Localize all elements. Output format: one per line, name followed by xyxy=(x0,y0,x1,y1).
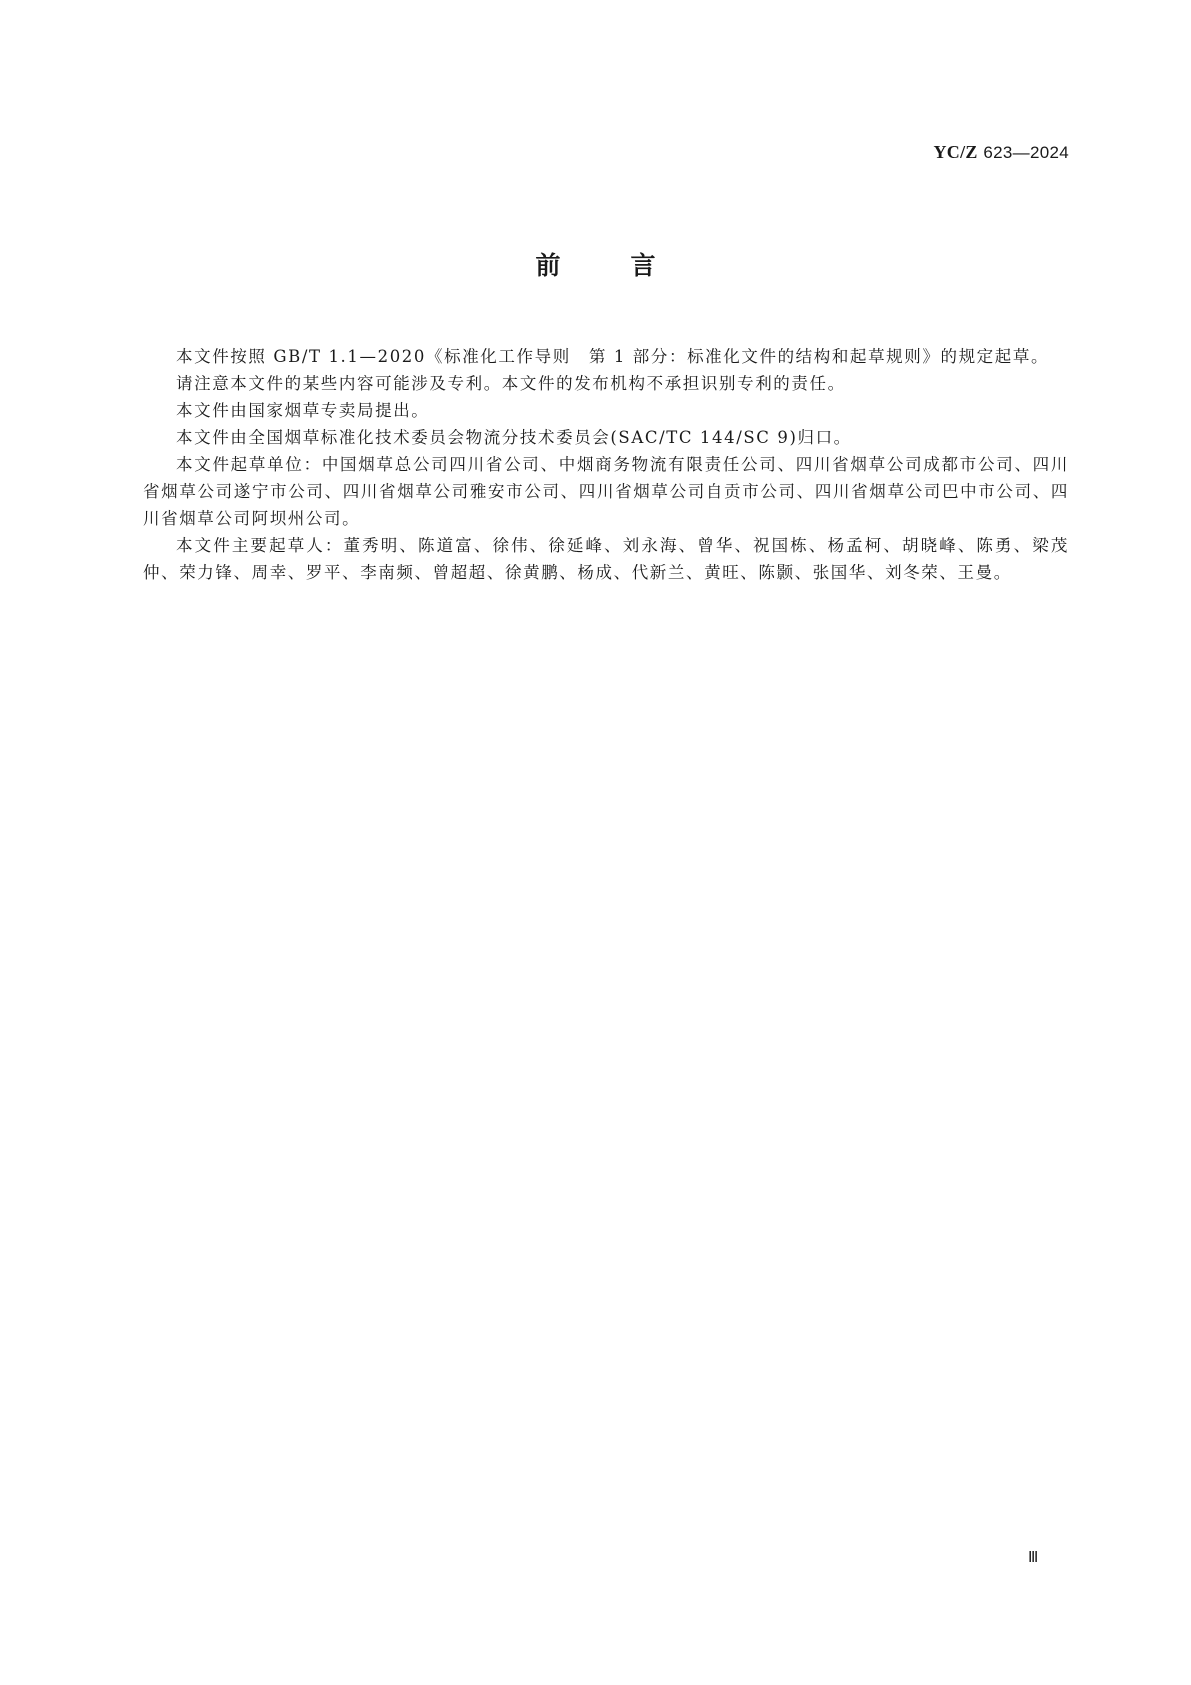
document-code-number: 623—2024 xyxy=(983,143,1069,162)
paragraph-proposer: 本文件由国家烟草专卖局提出。 xyxy=(176,401,430,420)
foreword-body xyxy=(143,343,1069,586)
paragraph-drafters: 本文件主要起草人：董秀明、陈道富、徐伟、徐延峰、刘永海、曾华、祝国栋、杨孟柯、胡晓峰、陈勇、梁茂仲、荣力锋、周幸、罗平、李南频、曾超超、徐黄鹏、杨成、代新兰、黄旺、陈颢、张国华、刘冬荣、王曼。 xyxy=(143,536,1069,582)
page-title-char-1: 前 xyxy=(535,251,561,280)
document-code xyxy=(933,142,1069,163)
page-title xyxy=(0,246,1191,282)
paragraph-drafting-units: 本文件起草单位：中国烟草总公司四川省公司、中烟商务物流有限责任公司、四川省烟草公司成都市公司、四川省烟草公司遂宁市公司、四川省烟草公司雅安市公司、四川省烟草公司自贡市公司、四川省烟草公司巴中市公司、四川省烟草公司阿坝州公司。 xyxy=(143,455,1069,528)
paragraph-drafting-rules: 本文件按照 GB/T 1.1—2020《标准化工作导则 第 1 部分：标准化文件的结构和起草规则》的规定起草。 xyxy=(176,347,1050,366)
paragraph-committee: 本文件由全国烟草标准化技术委员会物流分技术委员会(SAC/TC 144/SC 9)归口。 xyxy=(176,428,852,447)
document-code-prefix: YC/Z xyxy=(933,142,978,162)
paragraph-patent-notice: 请注意本文件的某些内容可能涉及专利。本文件的发布机构不承担识别专利的责任。 xyxy=(176,374,846,393)
page-title-char-2: 言 xyxy=(630,251,656,280)
page-number: Ⅲ xyxy=(1028,1548,1039,1566)
